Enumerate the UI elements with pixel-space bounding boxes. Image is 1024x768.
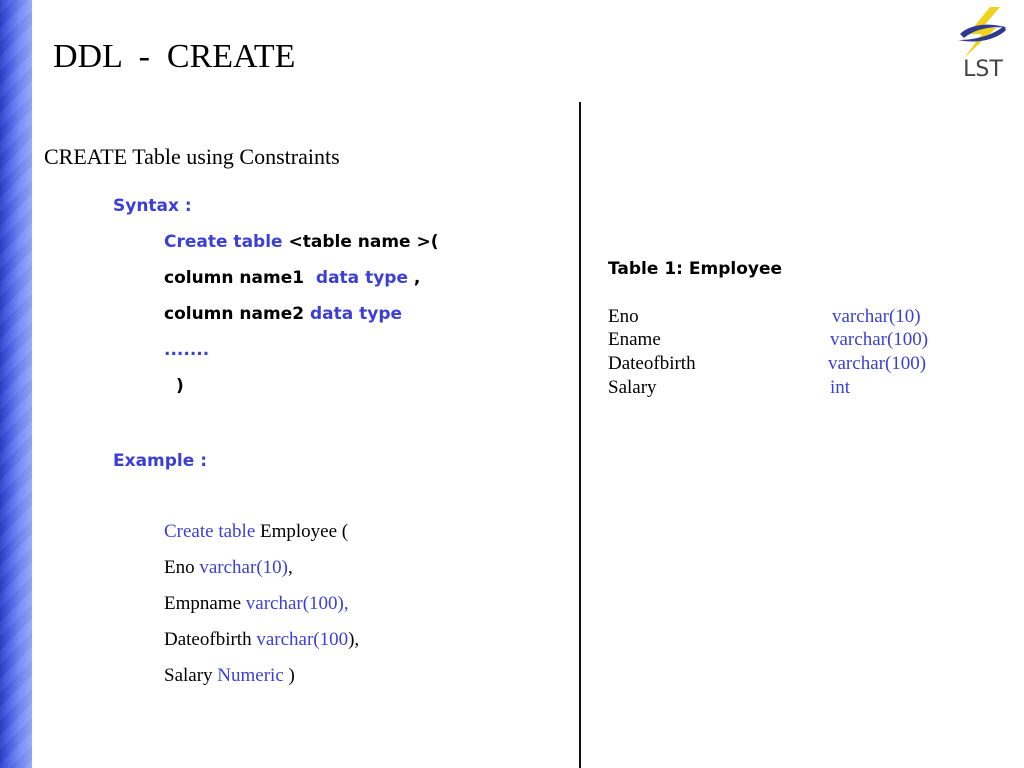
syntax-ellipsis: ....... [164,340,210,360]
syntax-line-column2 [164,304,402,324]
table1-row-dob: Dateofbirth [608,353,696,374]
logo-text: LST [963,57,1003,80]
example-dob-name: Dateofbirth [164,629,257,650]
table1-type-ename: varchar(100) [830,329,929,350]
syntax-create-keyword: Create table [164,232,283,252]
example-line-dob [164,629,359,651]
syntax-line-create [164,232,439,252]
example-table-name: Employee ( [255,521,349,542]
syntax-close-paren: ) [176,376,184,396]
example-eno-end: , [287,557,293,578]
syntax-column1-name: column name1 [164,268,316,288]
syntax-column2-type: data type [310,304,403,324]
table1-row-salary: Salary [608,377,657,398]
slide-title: DDL - CREATE [53,38,296,75]
syntax-label: Syntax : [113,196,192,216]
example-dob-type: varchar(100 [256,629,349,650]
syntax-table-name: <table name >( [282,232,439,252]
example-salary-end: ) [283,665,295,686]
column-divider [579,102,581,768]
lst-logo-icon [946,4,1020,80]
example-label: Example : [113,451,208,471]
syntax-column1-type: data type [315,268,408,288]
table1-type-dob: varchar(100) [828,353,927,374]
example-line-eno [164,557,293,579]
example-dob-end: ), [348,629,360,650]
example-empname-type: varchar(100), [245,593,349,614]
slide-subtitle: CREATE Table using Constraints [44,144,340,169]
example-line-create [164,521,348,543]
table1-row-ename: Ename [608,329,661,350]
example-salary-type: Numeric [217,665,284,686]
table1-type-eno: varchar(10) [832,306,921,327]
slide-sidebar-bar [0,0,32,768]
syntax-line-column1 [164,268,420,288]
syntax-column2-name: column name2 [164,304,310,324]
example-create-keyword: Create table [164,521,256,542]
example-empname-name: Empname [164,593,246,614]
example-line-salary [164,665,295,687]
syntax-column1-end: , [407,268,421,288]
example-line-empname [164,593,349,615]
example-eno-name: Eno [164,557,200,578]
example-salary-name: Salary [164,665,218,686]
table1-type-salary: int [830,377,851,398]
table1-title: Table 1: Employee [608,259,783,279]
table1-row-eno: Eno [608,306,639,327]
example-eno-type: varchar(10) [199,557,288,578]
